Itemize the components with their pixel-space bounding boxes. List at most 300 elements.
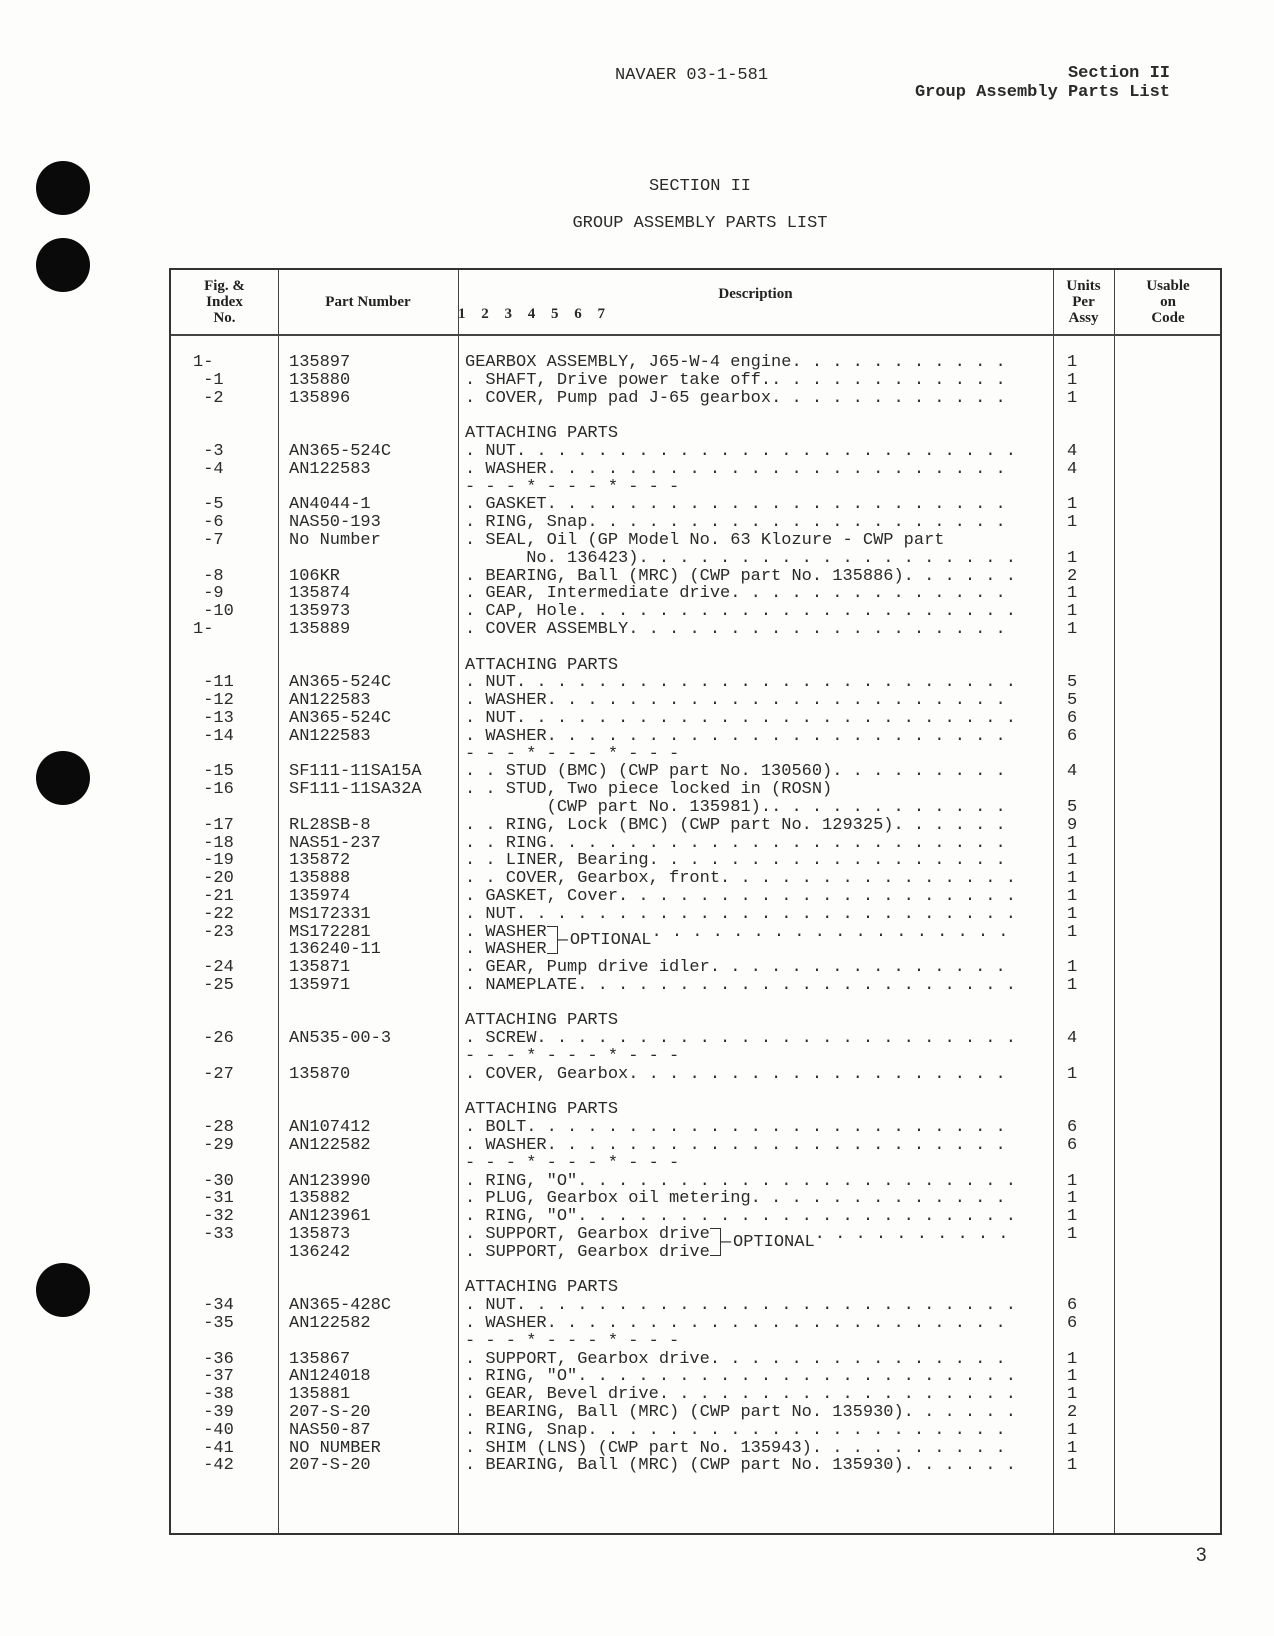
part-number: SF111-11SA32A: [289, 780, 422, 800]
units-per-assy: 2: [1067, 566, 1078, 586]
part-number: MS172281: [289, 922, 371, 942]
description-text: - - - * - - - * - - -: [465, 1332, 680, 1351]
units-per-assy: 1: [1067, 1438, 1078, 1458]
units-per-assy: 1: [1067, 1189, 1078, 1209]
dot-leader: [812, 1440, 1017, 1458]
units-per-assy: 1: [1067, 495, 1078, 515]
description-text: . COVER, Pump pad J-65 gearbox: [465, 389, 772, 408]
dot-leader: [577, 1208, 1017, 1226]
description-text: ATTACHING PARTS: [465, 1012, 619, 1031]
index-number: -17: [193, 815, 234, 835]
index-number: -5: [193, 495, 224, 515]
part-number: SF111-11SA15A: [289, 762, 422, 782]
part-number: 135896: [289, 388, 351, 408]
dot-leader: [516, 906, 1017, 924]
table-row: [171, 1244, 1220, 1262]
description: [465, 1012, 1017, 1030]
header-units: Units Per Assy: [1066, 278, 1101, 326]
optional-note: OPTIONAL: [569, 930, 652, 950]
table-row: [171, 1368, 1220, 1386]
description-text: . SEAL, Oil (GP Model No. 63 Klozure - CWP part: [465, 531, 945, 550]
description-text: . RING, Snap: [465, 514, 588, 532]
dot-leader: [577, 1368, 1017, 1386]
table-row: [171, 1012, 1220, 1030]
description: [465, 514, 1017, 532]
part-number: No Number: [289, 530, 381, 550]
units-per-assy: 1: [1067, 353, 1078, 372]
bracket-dash: —: [720, 1233, 732, 1253]
description-text: . GEAR, Bevel drive: [465, 1386, 659, 1405]
description: [465, 746, 1017, 764]
index-number: -15: [193, 762, 234, 782]
table-row: [171, 1457, 1220, 1475]
description-text: - - - * - - - * - - -: [465, 1048, 680, 1066]
description-text: . SHAFT, Drive power take off.: [465, 371, 772, 390]
dot-leader: [628, 1066, 1017, 1084]
description-text: . SUPPORT, Gearbox drive: [465, 1350, 710, 1369]
part-number: 136242: [289, 1242, 351, 1262]
dot-leader: [904, 1404, 1017, 1422]
units-per-assy: 6: [1067, 1118, 1078, 1138]
description: [465, 959, 1017, 977]
description: [465, 657, 1017, 675]
dot-leader: [893, 817, 1017, 835]
index-number: -27: [193, 1064, 234, 1084]
description-text: . RING, "O": [465, 1368, 578, 1387]
description-text: No. 136423): [465, 549, 639, 568]
description: [465, 1422, 1017, 1440]
dot-leader: [720, 870, 1017, 888]
part-number: AN122583: [289, 726, 371, 746]
index-number: -26: [193, 1029, 234, 1049]
units-per-assy: 5: [1067, 797, 1078, 817]
units-per-assy: 1: [1067, 584, 1078, 604]
units-per-assy: 5: [1067, 673, 1078, 693]
dot-leader: [536, 1030, 1017, 1048]
description: [465, 906, 1017, 924]
description: [465, 1030, 1017, 1048]
dot-leader: [577, 603, 1017, 621]
description: [465, 710, 1017, 728]
doc-number: NAVAER 03-1-581: [615, 66, 769, 85]
table-row: [171, 941, 1220, 959]
description: [465, 728, 1017, 746]
section-title: Group Assembly Parts List: [914, 83, 1170, 102]
description: [465, 568, 1017, 586]
part-number: AN122583: [289, 459, 371, 479]
part-number: 135897: [289, 353, 351, 372]
units-per-assy: 1: [1067, 851, 1078, 871]
index-number: -3: [193, 441, 224, 461]
description: [465, 1440, 1017, 1458]
part-number: NAS51-237: [289, 833, 381, 853]
table-row: [171, 1190, 1220, 1208]
index-number: -9: [193, 584, 224, 604]
part-number: 135973: [289, 602, 351, 622]
part-number: 136240-11: [289, 940, 381, 960]
units-per-assy: 1: [1067, 1064, 1078, 1084]
description-text: . GASKET, Cover: [465, 887, 619, 906]
index-number: -29: [193, 1136, 234, 1156]
index-number: -19: [193, 851, 234, 871]
description: [465, 1315, 1017, 1333]
description: [465, 799, 1017, 817]
part-number: 135882: [289, 1189, 351, 1209]
description-text: . GEAR, Pump drive idler: [465, 959, 710, 977]
units-per-assy: 4: [1067, 1029, 1078, 1049]
units-per-assy: 6: [1067, 1296, 1078, 1316]
part-number: AN365-524C: [289, 708, 392, 728]
units-per-assy: 1: [1067, 388, 1078, 408]
units-per-assy: 1: [1067, 869, 1078, 889]
units-per-assy: 5: [1067, 691, 1078, 711]
part-number: 135873: [289, 1225, 351, 1245]
units-per-assy: 6: [1067, 1314, 1078, 1334]
part-number: 135872: [289, 851, 351, 871]
table-body: [171, 354, 1220, 1475]
table-row: [171, 746, 1220, 764]
index-number: 1-: [193, 353, 214, 372]
dot-leader: [577, 977, 1017, 995]
description: [465, 852, 1017, 870]
dot-leader: [771, 390, 1017, 408]
part-number: 135888: [289, 869, 351, 889]
description: [465, 941, 1017, 959]
table-row: [171, 728, 1220, 746]
table-row: [171, 852, 1220, 870]
part-number: AN365-524C: [289, 441, 392, 461]
table-row: [171, 621, 1220, 639]
part-number: AN535-00-3: [289, 1029, 392, 1049]
part-number: 135871: [289, 958, 351, 978]
page-number: 3: [1196, 1545, 1207, 1566]
description: [465, 532, 1017, 550]
table-row: [171, 1101, 1220, 1119]
dot-leader: [771, 799, 1017, 817]
table-row: [171, 568, 1220, 586]
description: [465, 692, 1017, 710]
punch-hole: [36, 238, 90, 292]
dot-leader: [547, 461, 1017, 479]
part-number: 135874: [289, 584, 351, 604]
dot-leader: [587, 1422, 1017, 1440]
part-number: 207-S-20: [289, 1456, 371, 1476]
description: [465, 550, 1017, 568]
table-row: [171, 1066, 1220, 1084]
index-number: -37: [193, 1367, 234, 1387]
description-text: . WASHER: [465, 692, 547, 710]
description: [465, 354, 1017, 372]
index-number: -20: [193, 869, 234, 889]
index-number: -1: [193, 370, 224, 390]
units-per-assy: 1: [1067, 1385, 1078, 1405]
units-per-assy: 1: [1067, 619, 1078, 639]
units-per-assy: 1: [1067, 1171, 1078, 1191]
table-row: [171, 1351, 1220, 1369]
units-per-assy: 1: [1067, 975, 1078, 995]
dot-leader: [751, 1190, 1017, 1208]
index-number: -25: [193, 975, 234, 995]
part-number: 207-S-20: [289, 1403, 371, 1423]
table-row: [171, 977, 1220, 995]
description-text: . RING, Snap: [465, 1421, 588, 1440]
units-per-assy: 1: [1067, 602, 1078, 622]
dot-leader: [710, 959, 1017, 977]
description: [465, 496, 1017, 514]
index-number: -18: [193, 833, 234, 853]
description-text: ATTACHING PARTS: [465, 656, 619, 675]
description: [465, 977, 1017, 995]
part-number: 135880: [289, 370, 351, 390]
index-number: -4: [193, 459, 224, 479]
description-text: . WASHER: [465, 941, 547, 960]
description-text: . WASHER: [465, 923, 547, 942]
description: [465, 1119, 1017, 1137]
table-row: [171, 1208, 1220, 1226]
description-text: . COVER ASSEMBLY: [465, 620, 629, 639]
part-number: AN123961: [289, 1207, 371, 1227]
units-per-assy: 1: [1067, 513, 1078, 533]
table-row: [171, 496, 1220, 514]
table-row: [171, 959, 1220, 977]
index-number: -38: [193, 1385, 234, 1405]
dot-leader: [577, 1173, 1017, 1191]
units-per-assy: 6: [1067, 1136, 1078, 1156]
description-text: . NAMEPLATE: [465, 976, 578, 995]
description: [465, 621, 1017, 639]
index-number: -22: [193, 904, 234, 924]
index-number: -42: [193, 1456, 234, 1476]
table-row: [171, 995, 1220, 1013]
description: [465, 781, 1017, 799]
part-number: 135889: [289, 619, 351, 639]
description-text: . . RING: [465, 834, 547, 853]
table-row: [171, 639, 1220, 657]
units-per-assy: 1: [1067, 1225, 1078, 1245]
table-row: [171, 1315, 1220, 1333]
index-number: -30: [193, 1171, 234, 1191]
description-text: GEARBOX ASSEMBLY, J65-W-4 engine: [465, 354, 792, 372]
dot-leader: [516, 1297, 1017, 1315]
dot-leader: [649, 852, 1017, 870]
dot-leader: [618, 888, 1017, 906]
description-text: . SUPPORT, Gearbox drive: [465, 1226, 710, 1245]
description: [465, 1333, 1017, 1351]
part-number: AN122583: [289, 691, 371, 711]
index-number: -36: [193, 1349, 234, 1369]
index-number: -41: [193, 1438, 234, 1458]
units-per-assy: 2: [1067, 1403, 1078, 1423]
index-number: -31: [193, 1189, 234, 1209]
description: [465, 674, 1017, 692]
description-text: . BEARING, Ball (MRC) (CWP part No. 135886): [465, 567, 904, 586]
dot-leader: [547, 496, 1017, 514]
dot-leader: [547, 835, 1017, 853]
dot-leader: [516, 710, 1017, 728]
table-row: [171, 550, 1220, 568]
description-text: - - - * - - - * - - -: [465, 1154, 680, 1173]
description: [465, 479, 1017, 497]
table-row: [171, 781, 1220, 799]
part-number: NO NUMBER: [289, 1438, 381, 1458]
table-row: [171, 1084, 1220, 1102]
description: [465, 461, 1017, 479]
punch-hole: [36, 751, 90, 805]
table-row: [171, 461, 1220, 479]
description-text: . SCREW: [465, 1030, 537, 1049]
table-row: [171, 835, 1220, 853]
description: [465, 1386, 1017, 1404]
description-text: . . COVER, Gearbox, front: [465, 870, 721, 888]
description-text: . CAP, Hole: [465, 603, 578, 621]
index-number: -23: [193, 922, 234, 942]
description-text: . . STUD (BMC) (CWP part No. 130560): [465, 763, 833, 782]
units-per-assy: 1: [1067, 904, 1078, 924]
dot-leader: [904, 1457, 1017, 1475]
part-number: AN124018: [289, 1367, 371, 1387]
dot-leader: [659, 1386, 1017, 1404]
dot-leader: [771, 372, 1017, 390]
description: [465, 585, 1017, 603]
table-row: [171, 443, 1220, 461]
table-row: [171, 407, 1220, 425]
units-per-assy: 1: [1067, 833, 1078, 853]
table-row: [171, 372, 1220, 390]
dot-leader: [547, 1315, 1017, 1333]
header-usable-on-code: Usable on Code: [1146, 278, 1190, 326]
index-number: -6: [193, 513, 224, 533]
table-row: [171, 763, 1220, 781]
description-text: . . LINER, Bearing: [465, 852, 649, 871]
description-text: (CWP part No. 135981).: [465, 798, 772, 817]
dot-leader: [547, 1137, 1017, 1155]
units-per-assy: 1: [1067, 548, 1078, 568]
description: [465, 1244, 1017, 1262]
bracket-dash: —: [557, 930, 568, 950]
index-number: -2: [193, 388, 224, 408]
index-number: -14: [193, 726, 234, 746]
header-indent-levels: 1 2 3 4 5 6 7: [458, 306, 611, 322]
description: [465, 425, 1017, 443]
description-text: . NUT: [465, 1297, 517, 1316]
index-number: -12: [193, 691, 234, 711]
description-text: . NUT: [465, 674, 517, 693]
description: [465, 1404, 1017, 1422]
description-text: . NUT: [465, 905, 517, 924]
part-number: RL28SB-8: [289, 815, 371, 835]
index-number: -7: [193, 530, 224, 550]
description: [465, 1155, 1017, 1173]
units-per-assy: 1: [1067, 886, 1078, 906]
table-row: [171, 657, 1220, 675]
index-number: -35: [193, 1314, 234, 1334]
dot-leader: [547, 728, 1017, 746]
table-row: [171, 906, 1220, 924]
description: [465, 603, 1017, 621]
description-text: . BEARING, Ball (MRC) (CWP part No. 135930): [465, 1457, 904, 1476]
description-text: ATTACHING PARTS: [465, 1279, 619, 1298]
units-per-assy: 1: [1067, 922, 1078, 942]
units-per-assy: 9: [1067, 815, 1078, 835]
description: [465, 1066, 1017, 1084]
index-number: -21: [193, 886, 234, 906]
table-row: [171, 692, 1220, 710]
description-text: . . RING, Lock (BMC) (CWP part No. 129325): [465, 816, 894, 835]
units-per-assy: 1: [1067, 1367, 1078, 1387]
index-number: -32: [193, 1207, 234, 1227]
part-number: AN365-428C: [289, 1296, 392, 1316]
units-per-assy: 1: [1067, 1349, 1078, 1369]
units-per-assy: 4: [1067, 459, 1078, 479]
description: [465, 1101, 1017, 1119]
table-row: [171, 354, 1220, 372]
description: [465, 1457, 1017, 1475]
index-number: -24: [193, 958, 234, 978]
part-number: 135971: [289, 975, 351, 995]
part-number: AN107412: [289, 1118, 371, 1138]
table-row: [171, 1279, 1220, 1297]
index-number: -33: [193, 1225, 234, 1245]
description: [465, 1137, 1017, 1155]
description: [465, 1297, 1017, 1315]
dot-leader: [791, 354, 1017, 372]
dot-leader: [832, 763, 1017, 781]
description-text: ATTACHING PARTS: [465, 425, 619, 443]
index-number: -28: [193, 1118, 234, 1138]
dot-leader: [516, 674, 1017, 692]
table-row: [171, 870, 1220, 888]
table-row: [171, 1137, 1220, 1155]
part-number: AN122582: [289, 1136, 371, 1156]
index-number: -39: [193, 1403, 234, 1423]
units-per-assy: 1: [1067, 958, 1078, 978]
dot-leader: [904, 568, 1017, 586]
description: [465, 1351, 1017, 1369]
table-row: [171, 1048, 1220, 1066]
description-text: . SUPPORT, Gearbox drive: [465, 1243, 710, 1262]
table-row: [171, 1030, 1220, 1048]
section-label: Section II: [1067, 64, 1170, 83]
table-row: [171, 1297, 1220, 1315]
part-number: NAS50-193: [289, 513, 381, 533]
table-row: [171, 1404, 1220, 1422]
part-number: NAS50-87: [289, 1420, 371, 1440]
index-number: 1-: [193, 619, 214, 639]
description-text: . WASHER: [465, 727, 547, 746]
units-per-assy: 6: [1067, 708, 1078, 728]
table-row: [171, 799, 1220, 817]
part-number: AN122582: [289, 1314, 371, 1334]
optional-note: OPTIONAL: [733, 1233, 815, 1253]
part-number: AN4044-1: [289, 495, 371, 515]
description: [465, 817, 1017, 835]
description: [465, 1279, 1017, 1297]
units-per-assy: 4: [1067, 762, 1078, 782]
description-text: - - - * - - - * - - -: [465, 745, 680, 764]
table-row: [171, 514, 1220, 532]
table-row: [171, 817, 1220, 835]
description: [465, 390, 1017, 408]
description-text: . RING, "O": [465, 1172, 578, 1191]
part-number: 135881: [289, 1385, 351, 1405]
units-per-assy: 1: [1067, 1456, 1078, 1476]
index-number: -40: [193, 1420, 234, 1440]
units-per-assy: 6: [1067, 726, 1078, 746]
description-text: . GEAR, Intermediate drive: [465, 585, 731, 604]
description-text: . COVER, Gearbox: [465, 1065, 629, 1084]
description: [465, 1368, 1017, 1386]
table-row: [171, 1386, 1220, 1404]
